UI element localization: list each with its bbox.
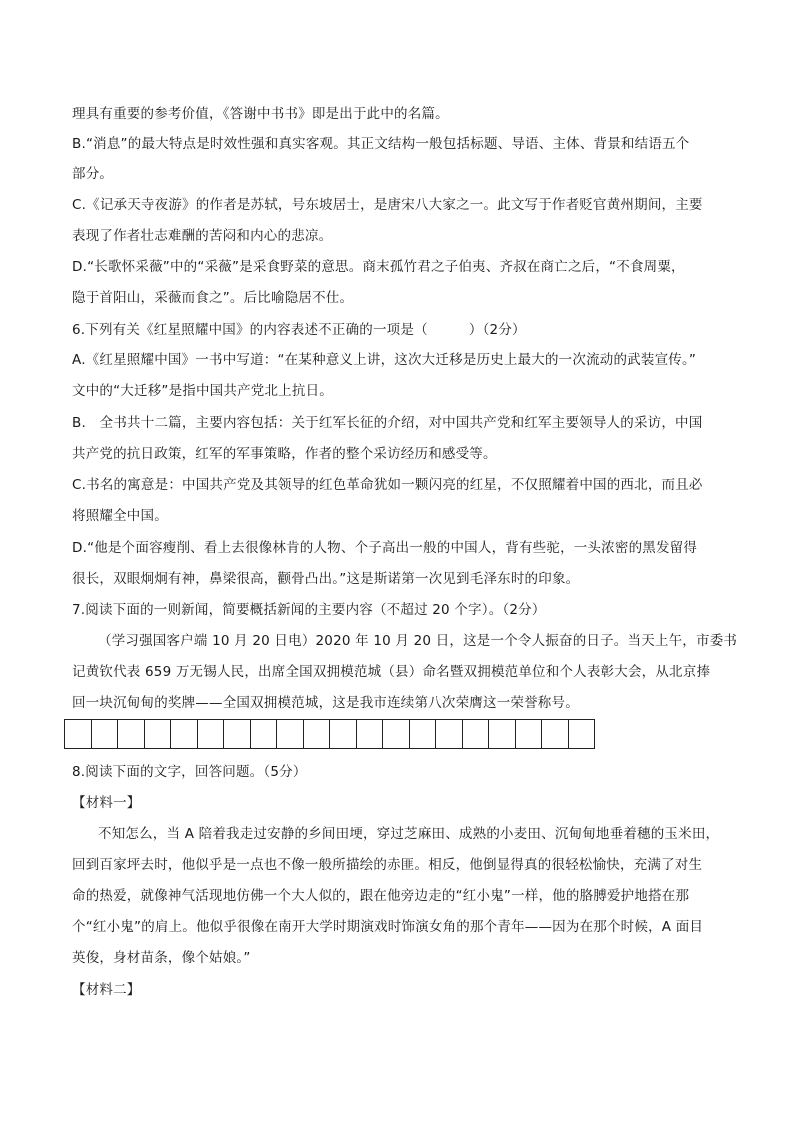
text-line: 表现了作者壮志难酬的苦闷和内心的悲凉。 [72, 228, 333, 244]
material-1-heading: 【材料一】 [72, 795, 141, 811]
material-1-line: 英俊，身材苗条，像个姑娘。” [72, 950, 251, 966]
text-line: 理具有重要的参考价值，《答谢中书书》即是出于此中的名篇。 [72, 106, 449, 122]
material-1-line: 不知怎么，当 A 陪着我走过安静的乡间田埂，穿过芝麻田、成熟的小麦田、沉甸甸地垂着穗的玉米田， [98, 826, 720, 842]
option-b-line: B. 全书共十二篇，主要内容包括：关于红军长征的介绍，对中国共产党和红军主要领导人的采访，中国 [72, 415, 703, 431]
option-c-line: C.书名的寓意是：中国共产党及其领导的红色革命犹如一颗闪亮的红星，不仅照耀着中国的西北，而且必 [72, 477, 703, 493]
answer-cell[interactable] [357, 719, 384, 749]
text-line: 将照耀全中国。 [72, 508, 168, 524]
answer-cell[interactable] [224, 719, 251, 749]
option-a-line: A.《红星照耀中国》一书中写道：“在某种意义上讲，这次大迁移是历史上最大的一次流动的武装宣传。” [72, 352, 697, 368]
answer-cell[interactable] [251, 719, 278, 749]
text-line: 很长，双眼炯炯有神，鼻梁很高，颧骨凸出。”这是斯诺第一次见到毛泽东时的印象。 [72, 571, 580, 587]
answer-cell[interactable] [436, 719, 463, 749]
answer-cell[interactable] [145, 719, 172, 749]
answer-grid[interactable] [64, 719, 595, 749]
answer-cell[interactable] [330, 719, 357, 749]
answer-cell[interactable] [410, 719, 437, 749]
option-d-line: D.“他是个面容瘦削、看上去很像林肯的人物、个子高出一般的中国人，背有些驼，一头浓密的黑发留得 [72, 540, 698, 556]
answer-cell[interactable] [383, 719, 410, 749]
answer-cell[interactable] [516, 719, 543, 749]
question-7: 7.阅读下面的一则新闻，简要概括新闻的主要内容（不超过 20 个字）。（2分） [72, 602, 546, 618]
answer-cell[interactable] [198, 719, 225, 749]
text-line: 隐于首阳山，采薇而食之”。后比喻隐居不仕。 [72, 290, 354, 306]
answer-cell[interactable] [489, 719, 516, 749]
question-8: 8.阅读下面的文字，回答问题。（5分） [72, 764, 307, 780]
answer-cell[interactable] [171, 719, 198, 749]
answer-cell[interactable] [118, 719, 145, 749]
option-b-line: B.“消息”的最大特点是时效性强和真实客观。其正文结构一般包括标题、导语、主体、背景和结语五个 [72, 136, 690, 152]
answer-cell[interactable] [65, 719, 92, 749]
answer-cell[interactable] [92, 719, 119, 749]
option-d-line: D.“长歌怀采薇”中的“采薇”是采食野菜的意思。商末孤竹君之子伯夷、齐叔在商亡之后，“不食周粟， [72, 259, 685, 275]
option-c-line: C.《记承天寺夜游》的作者是苏轼，号东坡居士，是唐宋八大家之一。此文写于作者贬官黄州期间，主要 [72, 197, 703, 213]
news-paragraph-line: 回一块沉甸甸的奖牌——全国双拥模范城，这是我市连续第八次荣膺这一荣誉称号。 [72, 695, 579, 711]
answer-cell[interactable] [569, 719, 596, 749]
answer-cell[interactable] [542, 719, 569, 749]
answer-cell[interactable] [463, 719, 490, 749]
material-2-heading: 【材料二】 [72, 982, 141, 998]
news-paragraph-line: （学习强国客户端 10 月 20 日电）2020 年 10 月 20 日，这是一个令人振奋的日子。当天上午，市委书 [98, 633, 738, 649]
material-1-line: 个“红小鬼”的肩上。他似乎很像在南开大学时期演戏时饰演女角的那个青年——因为在那个时候，A 面目 [72, 919, 704, 935]
material-1-line: 回到百家坪去时，他似乎是一点也不像一般所描绘的赤匪。相反，他倒显得真的很轻松愉快，充满了对生 [72, 857, 703, 873]
news-paragraph-line: 记黄钦代表 659 万无锡人民，出席全国双拥模范城（县）命名暨双拥模范单位和个人表彰大会，从北京捧 [72, 664, 711, 680]
question-6: 6.下列有关《红星照耀中国》的内容表述不正确的一项是（ ）（2分） [72, 322, 526, 338]
answer-cell[interactable] [277, 719, 304, 749]
text-line: 部分。 [72, 166, 114, 182]
text-line: 文中的“大迁移”是指中国共产党北上抗日。 [72, 383, 333, 399]
answer-cell[interactable] [304, 719, 331, 749]
material-1-line: 命的热爱，就像神气活现地仿佛一个大人似的，跟在他旁边走的“红小鬼”一样，他的胳膊爱护地搭在那 [72, 888, 690, 904]
text-line: 共产党的抗日政策，红军的军事策略，作者的整个采访经历和感受等。 [72, 446, 497, 462]
